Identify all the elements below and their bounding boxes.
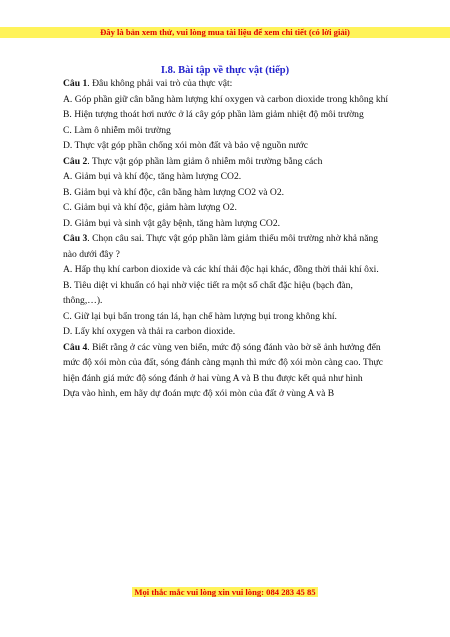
question-text: . Chọn câu sai. Thực vật góp phần làm giảm thiểu môi trường nhờ khả năng nào dưới đây ? [63, 233, 379, 260]
question-label: Câu 1 [63, 78, 88, 89]
answer-option: D. Lấy khí oxygen và thải ra carbon dioxide. [63, 326, 236, 337]
question-stem [63, 154, 393, 170]
question-stem [63, 340, 393, 387]
question-1 [63, 76, 393, 154]
answer-option: A. Giảm bụi và khí độc, tăng hàm lượng CO2. [63, 171, 242, 182]
question-label: Câu 2 [63, 155, 88, 167]
contact-footer [0, 587, 450, 598]
answer-option: C. Giữ lại bụi bẩn trong tán lá, hạn chế hàm lượng bụi trong không khí. [63, 310, 337, 322]
answer-option: C. Giảm bụi và khí độc, giảm hàm lượng O2. [63, 202, 237, 213]
answer-option: B. Hiện tượng thoát hơi nước ở lá cây góp phần làm giảm nhiệt độ môi trường [63, 109, 364, 120]
question-stem [63, 76, 393, 92]
preview-banner [0, 27, 450, 38]
question-4 [63, 340, 393, 402]
question-text: . Biết rằng ở các vùng ven biển, mức độ sóng đánh vào bờ sẽ ảnh hưởng đến mức độ xói mòn của đất, sóng đánh càng mạnh thì mức độ xói mòn càng cao. Thực hiện đánh giá mức độ sóng đánh ở hai vùng A và B thu được kết quả như hình [63, 341, 383, 384]
section-title: I.8. Bài tập về thực vật (tiếp) [160, 65, 290, 76]
answer-option: D. Giảm bụi và sinh vật gây bệnh, tăng hàm lượng CO2. [63, 217, 281, 229]
answer-option: B. Tiêu diệt vi khuẩn có hại nhờ việc tiết ra một số chất đặc hiệu (bạch đàn, thông,…). [63, 279, 353, 306]
contact-footer-text: Mọi thắc mắc vui lòng xin vui lòng: 084 283 45 85 [134, 587, 316, 597]
answer-option: D. Thực vật góp phần chống xói mòn đất và bảo vệ nguồn nước [63, 140, 308, 151]
question-3 [63, 231, 393, 340]
answer-option: C. Làm ô nhiễm môi trường [63, 124, 171, 136]
question-label: Câu 3 [63, 233, 88, 244]
answer-option: A. Hấp thụ khí carbon dioxide và các khí thải độc hại khác, đồng thời thải khí ôxi. [63, 264, 379, 275]
question-label: Câu 4 [63, 341, 88, 353]
question-stem [63, 231, 393, 262]
question-instruction: Dựa vào hình, em hãy dự đoán mực độ xói mòn của đất ở vùng A và B [63, 388, 335, 399]
answer-option: A. Góp phần giữ cân bằng hàm lượng khí oxygen và carbon dioxide trong không khí [63, 93, 389, 105]
preview-banner-text: Đây là bản xem thử, vui lòng mua tài liệu để xem chi tiết (có lời giải) [100, 27, 350, 37]
question-text: . Thực vật góp phần làm giảm ô nhiễm môi trường bằng cách [87, 155, 323, 167]
question-2 [63, 154, 393, 232]
answer-option: B. Giảm bụi và khí độc, cân bằng hàm lượng CO2 và O2. [63, 186, 285, 198]
document-body [63, 76, 393, 402]
question-text: . Đâu không phải vai trò của thực vật: [87, 78, 233, 89]
